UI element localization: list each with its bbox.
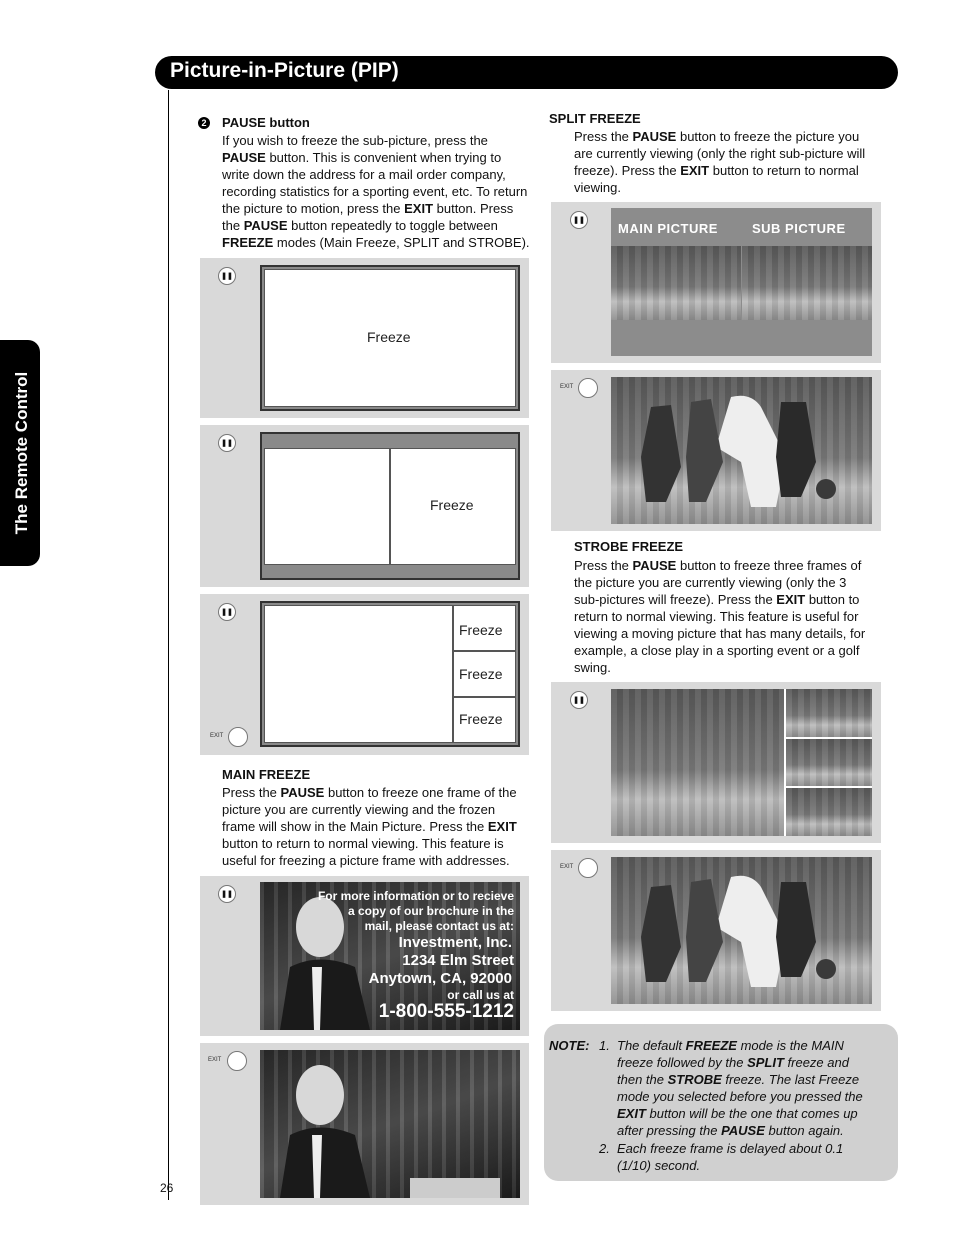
note-item-1: The default FREEZE mode is the MAIN freeze followed by the SPLIT freeze and then the STROBE freeze. The last Freeze mode you selected before you pressed the EXIT button will be the one that comes up after pressing the PAUSE button again. xyxy=(617,1038,863,1138)
bold-term: EXIT xyxy=(680,163,710,178)
freeze-label: Freeze xyxy=(459,622,503,638)
bold-term: EXIT xyxy=(487,819,517,834)
businessman-photo xyxy=(260,882,520,1030)
main-picture-basketball xyxy=(611,689,784,836)
ad-city: Anytown, CA, 92000 xyxy=(368,970,512,987)
strobe-sub-picture xyxy=(786,689,872,737)
note-item-number: 1. xyxy=(599,1038,610,1053)
note-item-number: 2. xyxy=(599,1141,610,1156)
exit-button-icon xyxy=(228,727,248,747)
main-freeze-body: Press the PAUSE button to freeze one frame of the picture you are currently viewing and the frozen frame will show in the Main Picture. Press the EXIT button to return to normal viewing. This feature is useful for freezing a picture frame with addresses. xyxy=(222,785,517,868)
ad-text: mail, please contact us at: xyxy=(364,919,514,933)
strobe-sub-picture xyxy=(786,739,872,786)
page-number: 26 xyxy=(160,1181,174,1195)
main-picture-label: MAIN PICTURE xyxy=(618,221,718,236)
businessman-silhouette xyxy=(260,1050,520,1198)
bold-term: PAUSE xyxy=(632,558,677,573)
exit-label: EXIT xyxy=(560,864,574,870)
bold-term: FREEZE xyxy=(222,235,274,250)
freeze-label: Freeze xyxy=(459,711,503,727)
pause-icon: ❚❚ xyxy=(570,211,588,229)
main-picture-basketball xyxy=(611,246,741,320)
bullet-number: 2 xyxy=(198,117,210,129)
ad-text: or call us at xyxy=(447,988,514,1002)
bold-term: PAUSE xyxy=(243,218,288,233)
split-freeze-heading: SPLIT FREEZE xyxy=(549,111,641,126)
freeze-label: Freeze xyxy=(459,666,503,682)
bold-term: SPLIT xyxy=(747,1055,784,1070)
exit-button-icon xyxy=(227,1051,247,1071)
basketball-photo xyxy=(611,377,872,524)
players-silhouette xyxy=(611,857,872,1004)
ad-phone: 1-800-555-1212 xyxy=(378,1001,514,1022)
bold-term: PAUSE xyxy=(721,1123,765,1138)
strobe-sub-picture xyxy=(786,788,872,836)
main-picture xyxy=(264,448,390,565)
bold-term: PAUSE xyxy=(222,150,266,165)
sub-picture-label: SUB PICTURE xyxy=(752,221,846,236)
strobe-freeze-body: Press the PAUSE button to freeze three frames of the picture you are currently viewing (only the 3 sub-pictures will freeze). Press the EXIT button to return to normal viewing. This feature is useful for viewing a moving picture that has many details, for example, a close play in a sporting event or a golf swing. xyxy=(574,558,866,675)
main-picture xyxy=(264,605,453,743)
ad-text: a copy of our brochure in the xyxy=(347,904,514,918)
pause-icon: ❚❚ xyxy=(218,885,236,903)
freeze-label: Freeze xyxy=(430,497,474,513)
bold-term: EXIT xyxy=(617,1106,646,1121)
bold-term: PAUSE xyxy=(280,785,325,800)
split-freeze-body: Press the PAUSE button to freeze the picture you are currently viewing (only the right sub-picture will freeze). Press the EXIT button to return to normal viewing. xyxy=(574,129,866,195)
page-title: Picture-in-Picture (PIP) xyxy=(170,59,399,82)
bold-term: FREEZE xyxy=(685,1038,737,1053)
basketball-photo xyxy=(611,857,872,1004)
bold-term: PAUSE xyxy=(632,129,677,144)
margin-rule xyxy=(168,90,169,1200)
note-label: NOTE: xyxy=(549,1038,590,1053)
players-silhouette xyxy=(611,377,872,524)
side-tab-label: The Remote Control xyxy=(12,371,31,535)
pause-heading: PAUSE button xyxy=(222,115,310,130)
bold-term: EXIT xyxy=(404,201,434,216)
exit-button-icon xyxy=(578,378,598,398)
bold-term: STROBE xyxy=(667,1072,722,1087)
ad-street: 1234 Elm Street xyxy=(402,952,514,969)
exit-label: EXIT xyxy=(560,384,574,390)
pause-icon: ❚❚ xyxy=(218,434,236,452)
businessman-photo xyxy=(260,1050,520,1198)
pause-icon: ❚❚ xyxy=(218,267,236,285)
bold-term: EXIT xyxy=(776,592,806,607)
pause-icon: ❚❚ xyxy=(570,691,588,709)
strobe-freeze-heading: STROBE FREEZE xyxy=(574,539,684,554)
ad-company: Investment, Inc. xyxy=(398,934,512,951)
pause-body: If you wish to freeze the sub-picture, press the PAUSE button. This is convenient when trying to write down the address for a mail order company, recording statistics for a sporting event, etc. To return the picture to motion, press the EXIT button. Press the PAUSE button repeatedly to toggle between FREEZE modes (Main Freeze, SPLIT and STROBE). xyxy=(222,133,530,250)
exit-button-icon xyxy=(578,858,598,878)
note-item-2: Each freeze frame is delayed about 0.1 (1/10) second. xyxy=(617,1141,844,1173)
exit-label: EXIT xyxy=(208,1057,222,1063)
strobe-screen xyxy=(611,689,872,836)
exit-label: EXIT xyxy=(210,733,224,739)
pause-icon: ❚❚ xyxy=(218,603,236,621)
freeze-label: Freeze xyxy=(367,329,411,345)
main-freeze-heading: MAIN FREEZE xyxy=(222,767,311,782)
ad-text: For more information or to recieve xyxy=(317,889,514,903)
sub-picture-basketball xyxy=(742,246,872,320)
split-screen xyxy=(611,208,872,356)
